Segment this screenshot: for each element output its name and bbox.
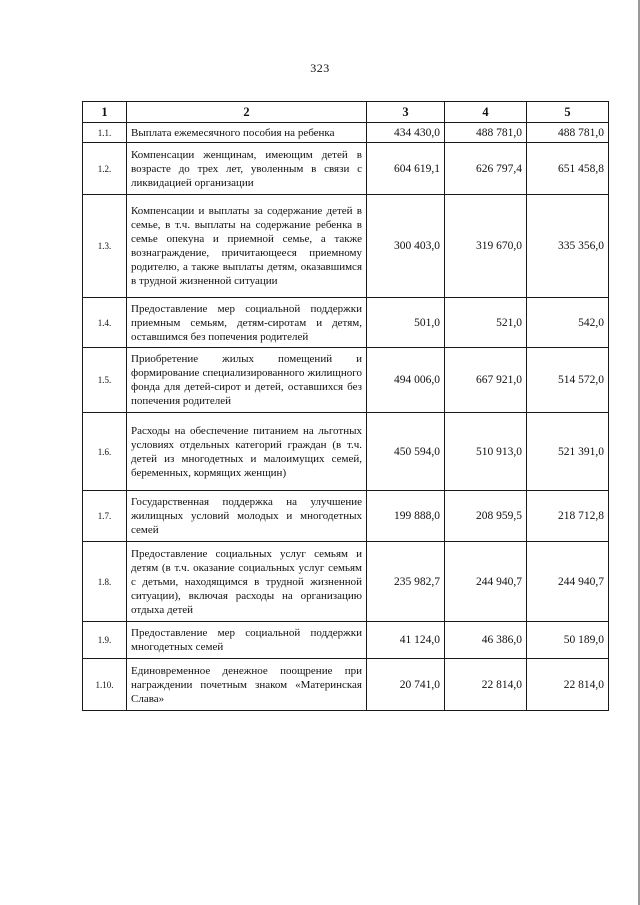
row-number: 1.6. [83,413,127,491]
table-row [83,298,609,348]
row-description: Единовременное денежное поощрение при награждении почетным знаком «Материнская Слава» [127,659,367,711]
row-description: Предоставление социальных услуг семьям и детям (в т.ч. оказание социальных услуг семьям с детьми, находящимся в трудной жизненной ситуации), включая расходы на организацию отдыха детей [127,542,367,622]
value-col3: 300 403,0 [367,195,445,298]
value-col4: 244 940,7 [445,542,527,622]
value-col4: 626 797,4 [445,143,527,195]
value-col5: 542,0 [527,298,609,348]
table-row [83,195,609,298]
row-number: 1.9. [83,622,127,659]
table-row [83,542,609,622]
row-number: 1.1. [83,123,127,143]
row-description: Компенсации и выплаты за содержание детей в семье, в т.ч. выплаты на содержание ребенка в семье опекуна и приемной семье, а также вознаграждение, причитающееся приемному родителю, а также выплаты детям, оказавшимся в трудной жизненной ситуации [127,195,367,298]
row-description: Компенсации женщинам, имеющим детей в возрасте до трех лет, уволенным в связи с ликвидацией организации [127,143,367,195]
column-header: 4 [445,102,527,123]
row-description: Приобретение жилых помещений и формирование специализированного жилищного фонда для детей-сирот и детей, оставшихся без попечения родителей [127,348,367,413]
table-row [83,413,609,491]
value-col4: 521,0 [445,298,527,348]
value-col3: 604 619,1 [367,143,445,195]
value-col3: 41 124,0 [367,622,445,659]
value-col5: 514 572,0 [527,348,609,413]
value-col3: 494 006,0 [367,348,445,413]
row-number: 1.7. [83,491,127,542]
page-number: 323 [310,61,330,75]
row-description: Государственная поддержка на улучшение жилищных условий молодых и многодетных семей [127,491,367,542]
table-row [83,123,609,143]
column-header: 2 [127,102,367,123]
column-header: 1 [83,102,127,123]
value-col3: 450 594,0 [367,413,445,491]
value-col4: 510 913,0 [445,413,527,491]
value-col3: 501,0 [367,298,445,348]
row-description: Расходы на обеспечение питанием на льготных условиях отдельных категорий граждан (в т.ч. детей из многодетных и малоимущих семей, беременных, кормящих женщин) [127,413,367,491]
row-description: Предоставление мер социальной поддержки многодетных семей [127,622,367,659]
column-header: 3 [367,102,445,123]
table-row [83,143,609,195]
table-row [83,622,609,659]
budget-table [82,101,609,711]
value-col4: 46 386,0 [445,622,527,659]
value-col3: 199 888,0 [367,491,445,542]
value-col3: 235 982,7 [367,542,445,622]
row-number: 1.3. [83,195,127,298]
row-number: 1.5. [83,348,127,413]
value-col5: 651 458,8 [527,143,609,195]
row-description: Выплата ежемесячного пособия на ребенка [127,123,367,143]
row-number: 1.10. [83,659,127,711]
row-number: 1.2. [83,143,127,195]
value-col4: 22 814,0 [445,659,527,711]
table-row [83,491,609,542]
table-row [83,659,609,711]
row-number: 1.4. [83,298,127,348]
value-col3: 434 430,0 [367,123,445,143]
value-col5: 244 940,7 [527,542,609,622]
column-header: 5 [527,102,609,123]
value-col3: 20 741,0 [367,659,445,711]
value-col5: 488 781,0 [527,123,609,143]
value-col4: 667 921,0 [445,348,527,413]
value-col5: 521 391,0 [527,413,609,491]
value-col4: 208 959,5 [445,491,527,542]
table-header-row [83,102,609,123]
value-col5: 22 814,0 [527,659,609,711]
table-row [83,348,609,413]
row-description: Предоставление мер социальной поддержки приемным семьям, детям-сиротам и детям, оставшимся без попечения родителей [127,298,367,348]
value-col4: 319 670,0 [445,195,527,298]
value-col5: 335 356,0 [527,195,609,298]
value-col5: 50 189,0 [527,622,609,659]
value-col4: 488 781,0 [445,123,527,143]
row-number: 1.8. [83,542,127,622]
value-col5: 218 712,8 [527,491,609,542]
